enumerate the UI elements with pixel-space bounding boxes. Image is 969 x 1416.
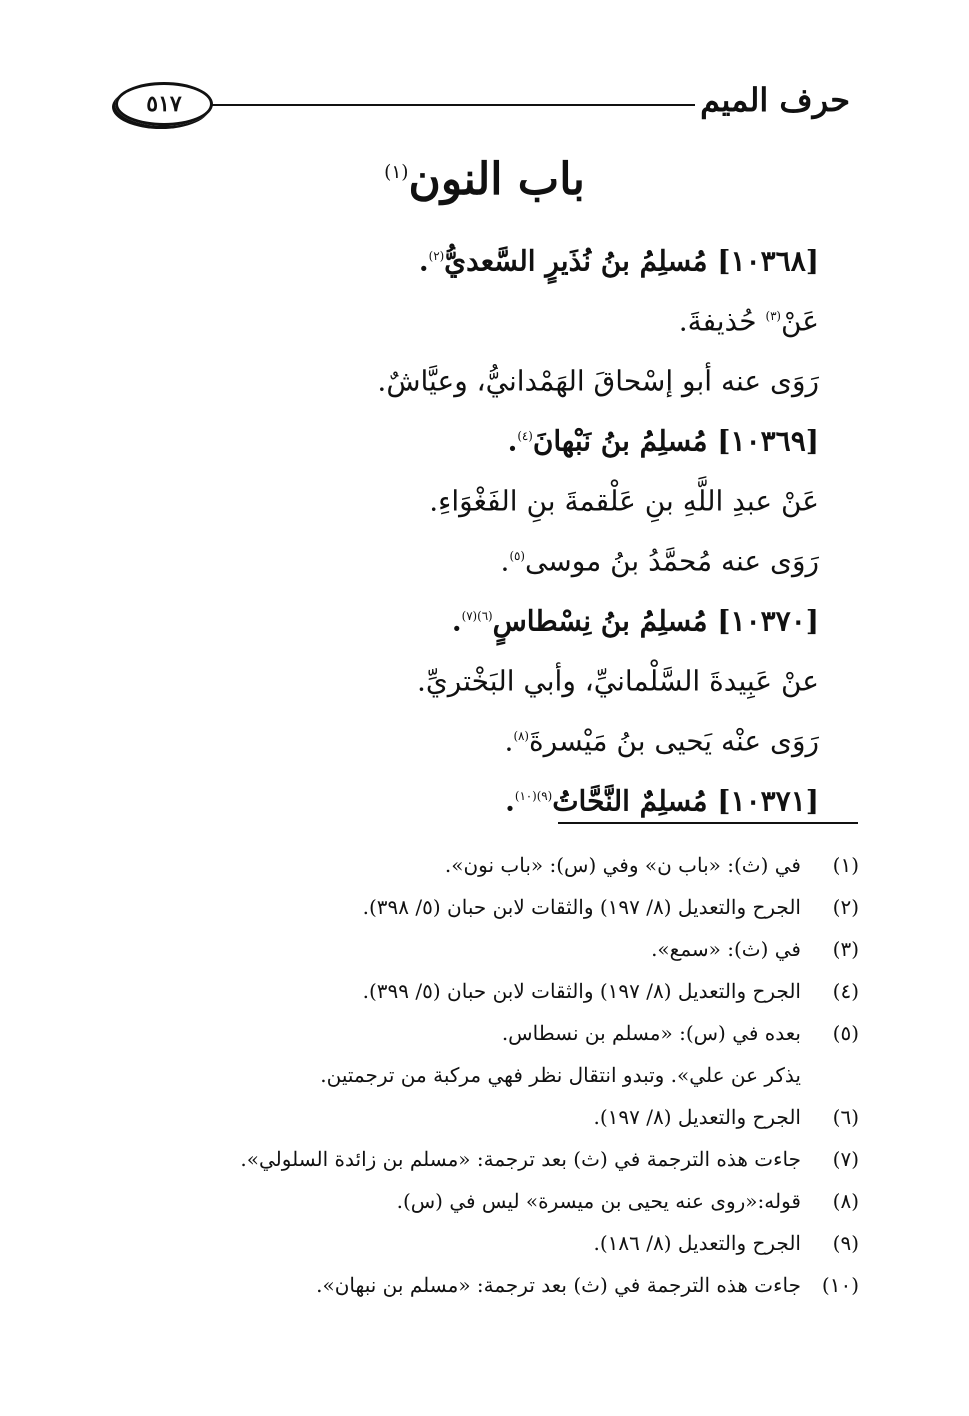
entry-line [139,228,819,288]
entry-tail: . [500,544,510,578]
footnote-item [139,972,859,1014]
entry-text: [١٠٣٦٨] مُسلِمُ بنُ نُذَيرٍ السَّعديُّ [444,244,819,278]
footnote-number: (٦) [832,1105,859,1129]
entry-text: رَوَى عنْه يَحيى بنُ مَيْسرةَ [528,724,819,758]
entry-tail: . [507,424,518,458]
footnote-item [139,1014,859,1056]
entry-line [139,648,819,708]
footnote-ref: (٩)(١٠) [514,789,553,803]
entry-line [139,348,819,408]
footnote-number: (٥) [832,1021,859,1045]
entry-line [139,588,819,648]
entry-text: [١٠٣٧١] مُسلِمٌ النَّحَّاتُ [552,784,819,818]
footnote-item [139,1098,859,1140]
footnote-number: (٩) [832,1231,859,1255]
entry-tail: . [504,724,514,758]
entry-text: رَوَى عنه أبو إسْحاقَ الهَمْدانيُّ، وعيَّاشٌ. [377,364,819,398]
footnote-item [139,888,859,930]
footnote-number: (٧) [832,1147,859,1171]
entry-line [139,768,819,828]
footnote-ref: (٣) [765,309,781,323]
entry-text: عَنْ عبدِ اللَّهِ بنِ عَلْقمةَ بنِ الفَغْوَاءِ. [429,484,819,518]
footnote-text: الجرح والتعديل (٨/ ١٩٧). [593,1105,801,1129]
footnote-text: جاءت هذه الترجمة في (ث) بعد ترجمة: «مسلم بن نبهان». [316,1273,801,1297]
footnote-number: (١) [832,853,859,877]
chapter-name: حرف الميم [700,81,850,119]
page-header [115,78,850,134]
footnote-item [139,1182,859,1224]
footnote-number: (٨) [832,1189,859,1213]
footnote-text: يذكر عن علي». وتبدو انتقال نظر فهي مركبة من ترجمتين. [320,1063,801,1087]
footnote-ref: (٨) [513,729,529,743]
entry-text: [١٠٣٧٠] مُسلِمُ بنُ نِسْطاسٍ [492,604,819,638]
footnote-number: (٣) [832,937,859,961]
footnote-text: الجرح والتعديل (٨/ ١٩٧) والثقات لابن حبان (٥/ ٣٩٨). [362,895,801,919]
footnote-item [139,846,859,888]
entry-text: عنْ عَبِيدةَ السَّلْمانيِّ، وأبي البَخْتريِّ. [416,664,819,698]
entry-tail: . [505,784,515,818]
footnote-number: (١٠) [821,1273,859,1297]
footnote-ref: (٥) [509,549,525,563]
entry-text: عَنْ [780,304,819,338]
footnote-item [139,930,859,972]
section-title-text: باب النون [408,153,585,205]
footnote-separator [558,822,858,824]
entry-line [139,288,819,348]
main-text [139,228,819,828]
entry-tail: . [451,604,462,638]
entry-text: رَوَى عنه مُحمَّدُ بنُ موسى [524,544,819,578]
footnote-text: في (ث): «سمع». [651,937,801,961]
footnote-item [139,1266,859,1308]
footnotes [139,846,859,1308]
entry-tail: . [418,244,429,278]
entry-text: [١٠٣٦٩] مُسلِمُ بنُ نَبْهانَ [532,424,819,458]
footnote-text: جاءت هذه الترجمة في (ث) بعد ترجمة: «مسلم بن زائدة السلولي». [240,1147,801,1171]
footnote-text: قوله:«روى عنه يحيى بن ميسرة» ليس في (س). [396,1189,801,1213]
entry-line [139,408,819,468]
footnote-ref: (٢) [428,249,445,263]
footnote-continuation [139,1056,859,1098]
footnote-text: الجرح والتعديل (٨/ ١٨٦). [593,1231,801,1255]
footnote-ref: (١) [384,162,409,183]
footnote-number: (٤) [832,979,859,1003]
entry-line [139,708,819,768]
footnote-item [139,1140,859,1182]
footnote-text: في (ث): «باب ن» وفي (س): «باب نون». [444,853,801,877]
footnote-text: بعده في (س): «مسلم بن نسطاس. [501,1021,801,1045]
page-number: ٥١٧ [115,82,213,126]
section-title [0,138,969,215]
footnote-item [139,1224,859,1266]
footnote-number: (٢) [832,895,859,919]
entry-line [139,468,819,528]
footnote-ref: (٦)(٧) [461,609,493,623]
footnote-text: الجرح والتعديل (٨/ ١٩٧) والثقات لابن حبان (٥/ ٣٩٩). [362,979,801,1003]
header-rule [210,104,695,106]
entry-tail: حُذيفةَ. [678,304,766,338]
entry-line [139,528,819,588]
footnote-ref: (٤) [517,429,533,443]
